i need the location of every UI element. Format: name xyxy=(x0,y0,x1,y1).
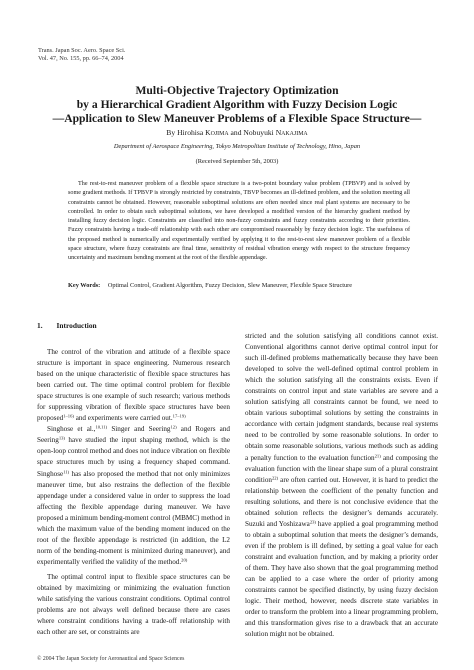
section-number: 1. xyxy=(37,321,43,330)
journal-volume: Vol. 47, No. 155, pp. 66–74, 2004 xyxy=(38,55,124,63)
citation-ref: 20) xyxy=(181,557,188,563)
journal-name: Trans. Japan Soc. Aero. Space Sci. xyxy=(38,47,126,54)
citation-ref: 21) xyxy=(374,453,381,459)
citation-ref: 13) xyxy=(58,435,65,441)
body-paragraph: stricted and the solution satisfying all conditions cannot exist. Conventional algorithms cannot derive optimal control input for such ill-defined problems mathematically because they have been developed to solve the well-defined optimal control problem in which the solution satisfying all the constraints exists. Even if constraints on control input and state variables are severe and a solution satisfying all constraints cannot be found, we need to obtain various suboptimal solutions by setting the constraints in accordance with certain judgment standards, because real systems need to be controlled by some reasonable solutions. In order to obtain some reasonable solutions, various methods such as adding a penalty function to the evaluation function$^{21)}$ and composing the evaluation function with the linear shape sum of a plural constraint condition$^{22)}$ are often carried out. However, it is hard to predict the relationship between the coefficient of the penalty function and resulting solutions, and there is not conclusive evidence that the obtained solution reflects the designer’s demands accurately. Suzuki and Yoshizawa$^{23)}$ have applied a goal programming method to obtain a suboptimal solution that meets the designer’s demands, even if the problem is ill defined, by setting a goal value for each constraint and evaluation function, and by making a priority order of them. They have also shown that the goal programming method can be applied to a case where the order of priority among constraints cannot be specified distinctly, by using fuzzy decision logic. Their method, however, needs discrete state variables in order to transform the problem into a linear programming problem, and this transformation gives rise to a drawback that an accurate solution might not be obtained. xyxy=(245,332,438,639)
author-2: Nobuyuki NAKAJIMA xyxy=(243,128,308,137)
citation-ref: 1–16) xyxy=(63,413,74,419)
affiliation: Department of Aerospace Engineering, Tokyo Metropolitan Institute of Technology, Hino, Japan xyxy=(113,143,361,150)
keywords-label: Key Words: xyxy=(68,282,101,289)
section-title: Introduction xyxy=(56,321,97,330)
citation-ref: 12) xyxy=(170,424,177,430)
title-line-2: by a Hierarchical Gradient Algorithm with Fuzzy Decision Logic xyxy=(76,98,398,111)
keywords-text: Optimal Control, Gradient Algorithm, Fuzzy Decision, Slew Maneuver, Flexible Space Structure xyxy=(107,282,353,289)
author-by: By xyxy=(166,128,176,137)
copyright-notice: © 2004 The Japan Society for Aeronautical and Space Sciences xyxy=(37,656,185,662)
citation-ref: 17–19) xyxy=(172,413,186,419)
journal-citation xyxy=(38,47,125,64)
citation-ref: 23) xyxy=(309,519,316,525)
citation-ref: 22) xyxy=(271,475,279,481)
abstract: The rest-to-rest maneuver problem of a flexible space structure is a two-point boundary value problem (TPBVP) and is solved by some gradient methods. If TPBVP is strongly restricted by constraints, TBVP becomes an ill-defined problem, and the solution meeting all constraints cannot be obtained. However, reasonable suboptimal solutions are often needed since real plant systems are necessary to be controlled. In order to obtain such suboptimal solutions, we have developed a modified version of the hierarchy gradient method by installing fuzzy decision logic. Constraints are classified into non-fuzzy constraints and fuzzy constraints according to their priorities. Fuzzy constraints having a trade-off relationship with each other are compromised reasonably by fuzzy decision logic. The usefulness of the proposed method is numerically and experimentally verified by applying it to the rest-to-rest slew maneuver problem of a flexible space structure, where fuzzy constraints are final time, sensitivity of residual vibration energy with respect to the structure frequency uncertainty and maximum bending moment at the root of the flexible appendage. xyxy=(68,181,410,262)
right-column xyxy=(245,331,438,640)
keywords xyxy=(68,282,410,289)
title-line-3: —Application to Slew Maneuver Problems of a Flexible Space Structure— xyxy=(52,112,422,125)
citation-ref: 11) xyxy=(63,469,70,475)
author-and: and xyxy=(230,128,242,137)
author-1: Hirohisa KOJIMA xyxy=(177,128,229,137)
citation-ref: 10,11) xyxy=(95,424,108,430)
paper-title xyxy=(30,84,444,126)
left-column xyxy=(37,347,230,638)
body-paragraph: The control of the vibration and attitude of a flexible space structure is important in space engineering. Numerous research based on the unique characteristic of flexible space structures has been carried out. The time optimal control problem for flexible space structures is one example of such research; various methods for suppressing vibration of flexible space structures have been proposed$^{1-16)}$ and experiments were carried out.$^{17-19)}$ xyxy=(37,348,230,423)
section-heading xyxy=(37,321,111,330)
body-paragraph: Singhose et al.,$^{10,11)}$ Singer and Seering$^{12)}$ and Rogers and Seering$^{13)}$ have studied the input shaping method, which is the open-loop control method and does not induce vibration on flexible space structures much by using a frequency shaped command. Singhose$^{11)}$ has also proposed the method that not only minimizes maneuver time, but also restrains the deflection of the flexible appendage under a considered value in order to suppress the load affecting the flexible appendage during maneuver. We have proposed a minimum bending-moment control (MBMC) method in which the maximum value of the bending moment induced on the root of the flexible appendage is restricted (in addition, the L2 norm of the bending-moment is minimized during maneuver), and experimentally verified the validity of the method.$^{20)}$ xyxy=(37,424,230,566)
received-date: (Received September 5th, 2003) xyxy=(195,158,279,165)
author-line xyxy=(0,128,474,137)
body-paragraph: The optimal control input to flexible space structures can be obtained by maximizing or minimizing the evaluation function while satisfying the various constraint conditions. Optimal control problems are not always well defined because there are cases where constraint conditions having a trade-off relationship with each other are set, or constraints are xyxy=(37,572,230,637)
title-line-1: Multi-Objective Trajectory Optimization xyxy=(135,84,339,97)
